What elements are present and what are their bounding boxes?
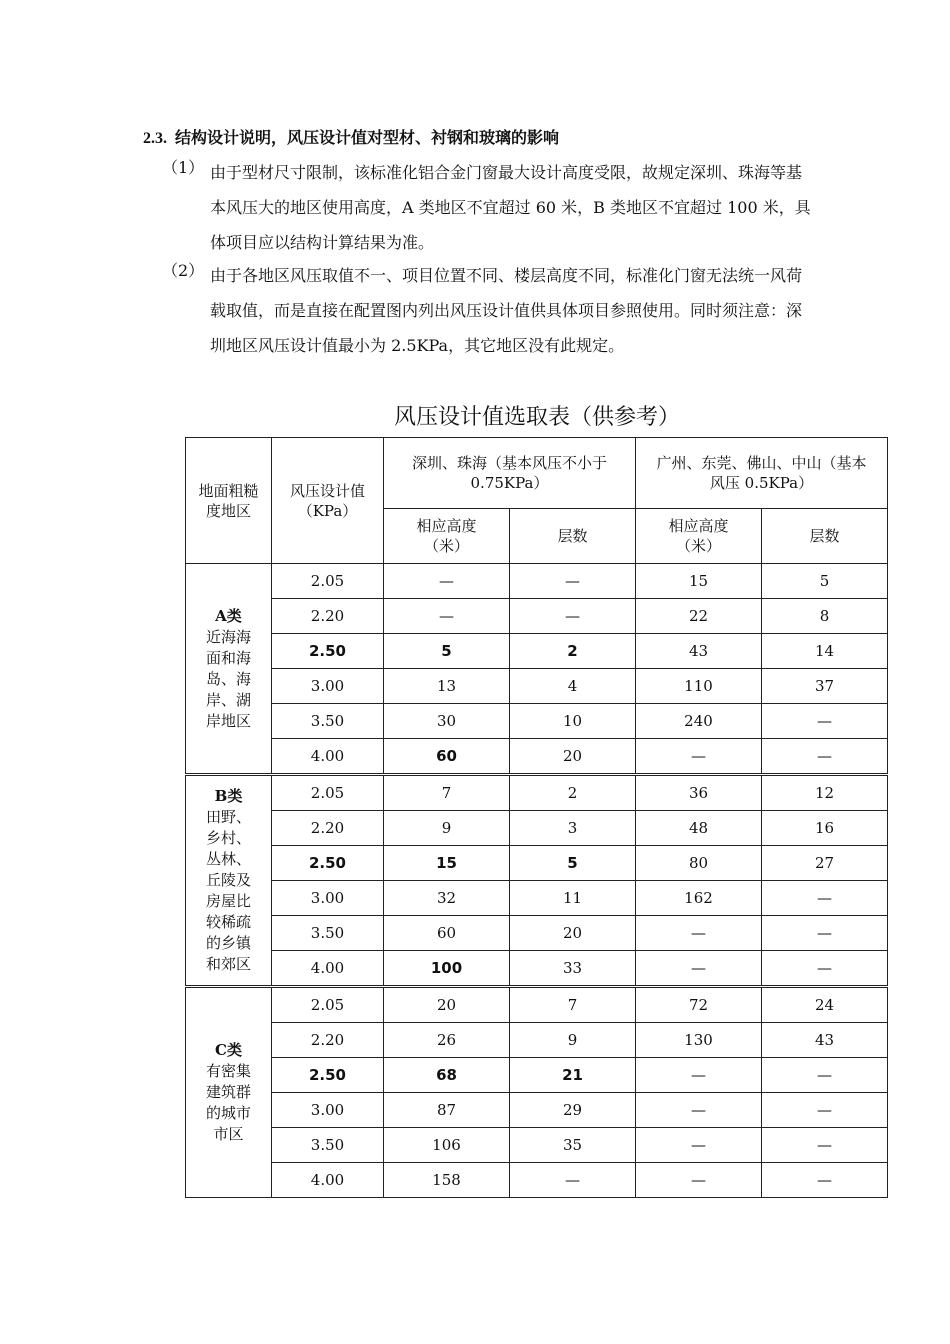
category-description: 田野、乡村、丛林、丘陵及房屋比较稀疏的乡镇和郊区 bbox=[205, 808, 251, 973]
gz-height-cell: 36 bbox=[636, 775, 762, 811]
gz-height-cell: — bbox=[636, 1163, 762, 1198]
pressure-cell: 2.20 bbox=[272, 599, 384, 634]
gz-height-cell: 130 bbox=[636, 1023, 762, 1058]
pressure-cell: 2.05 bbox=[272, 987, 384, 1023]
sz-height-cell: 32 bbox=[384, 881, 510, 916]
gz-height-cell: 15 bbox=[636, 564, 762, 599]
wind-pressure-table bbox=[185, 437, 888, 1198]
pressure-cell: 2.05 bbox=[272, 564, 384, 599]
sz-floors-cell: 4 bbox=[510, 669, 636, 704]
sz-floors-cell: 2 bbox=[510, 775, 636, 811]
gz-floors-cell: — bbox=[762, 951, 888, 987]
category-cell bbox=[186, 987, 272, 1198]
gz-height-cell: — bbox=[636, 1058, 762, 1093]
gz-floors-cell: 14 bbox=[762, 634, 888, 669]
gz-floors-cell: — bbox=[762, 1163, 888, 1198]
table-title: 风压设计值选取表（供参考） bbox=[393, 405, 680, 430]
gz-height-cell: 162 bbox=[636, 881, 762, 916]
section-number: 2.3. bbox=[143, 130, 167, 147]
gz-floors-cell: 16 bbox=[762, 811, 888, 846]
gz-floors-cell: 43 bbox=[762, 1023, 888, 1058]
pressure-cell: 3.50 bbox=[272, 704, 384, 739]
header-floors-1: 层数 bbox=[510, 509, 636, 564]
header-height-2: 相应高度（米） bbox=[636, 509, 762, 564]
header-group-shenzhen: 深圳、珠海（基本风压不小于 0.75KPa） bbox=[384, 438, 636, 509]
gz-height-cell: 80 bbox=[636, 846, 762, 881]
pressure-cell: 2.20 bbox=[272, 1023, 384, 1058]
gz-floors-cell: — bbox=[762, 1128, 888, 1163]
gz-floors-cell: — bbox=[762, 916, 888, 951]
table-row bbox=[186, 704, 888, 739]
table-row bbox=[186, 739, 888, 775]
pressure-cell: 4.00 bbox=[272, 739, 384, 775]
table-row bbox=[186, 1093, 888, 1128]
sz-floors-cell: 21 bbox=[510, 1058, 636, 1093]
gz-height-cell: — bbox=[636, 1128, 762, 1163]
table-row bbox=[186, 1023, 888, 1058]
sz-floors-cell: 20 bbox=[510, 739, 636, 775]
sz-floors-cell: — bbox=[510, 1163, 636, 1198]
category-description: 近海海面和海岛、海岸、湖岸地区 bbox=[205, 627, 251, 730]
table-row bbox=[186, 1128, 888, 1163]
pressure-cell: 4.00 bbox=[272, 951, 384, 987]
gz-floors-cell: 27 bbox=[762, 846, 888, 881]
gz-height-cell: — bbox=[636, 739, 762, 775]
gz-height-cell: 240 bbox=[636, 704, 762, 739]
table-row bbox=[186, 916, 888, 951]
table-row bbox=[186, 669, 888, 704]
pressure-cell: 3.50 bbox=[272, 1128, 384, 1163]
pressure-cell: 2.50 bbox=[272, 1058, 384, 1093]
sz-height-cell: 87 bbox=[384, 1093, 510, 1128]
sz-height-cell: 68 bbox=[384, 1058, 510, 1093]
category-label: A类 bbox=[215, 606, 242, 625]
gz-height-cell: — bbox=[636, 1093, 762, 1128]
category-cell bbox=[186, 564, 272, 775]
header-group-guangzhou: 广州、东莞、佛山、中山（基本风压 0.5KPa） bbox=[636, 438, 888, 509]
sz-floors-cell: 5 bbox=[510, 846, 636, 881]
header-height-1: 相应高度（米） bbox=[384, 509, 510, 564]
sz-height-cell: 30 bbox=[384, 704, 510, 739]
header-floors-2: 层数 bbox=[762, 509, 888, 564]
paragraph-1-text: 由于型材尺寸限制，该标准化铝合金门窗最大设计高度受限，故规定深圳、珠海等基本风压大的地区使用高度，A 类地区不宜超过 60 米，B 类地区不宜超过 100 米，具体项目应以结构计算结果为准。 bbox=[210, 163, 811, 252]
sz-floors-cell: 29 bbox=[510, 1093, 636, 1128]
paragraph-1-mark: （1） bbox=[162, 158, 205, 177]
table-row bbox=[186, 1058, 888, 1093]
gz-floors-cell: 5 bbox=[762, 564, 888, 599]
gz-height-cell: 110 bbox=[636, 669, 762, 704]
gz-height-cell: — bbox=[636, 916, 762, 951]
gz-floors-cell: — bbox=[762, 704, 888, 739]
pressure-cell: 3.00 bbox=[272, 1093, 384, 1128]
sz-floors-cell: 20 bbox=[510, 916, 636, 951]
gz-floors-cell: — bbox=[762, 1058, 888, 1093]
gz-floors-cell: 8 bbox=[762, 599, 888, 634]
sz-height-cell: 7 bbox=[384, 775, 510, 811]
sz-height-cell: 60 bbox=[384, 739, 510, 775]
category-label: C类 bbox=[215, 1041, 242, 1059]
sz-height-cell: 100 bbox=[384, 951, 510, 987]
category-cell bbox=[186, 775, 272, 987]
pressure-cell: 3.00 bbox=[272, 669, 384, 704]
sz-height-cell: 9 bbox=[384, 811, 510, 846]
sz-floors-cell: 2 bbox=[510, 634, 636, 669]
sz-height-cell: 60 bbox=[384, 916, 510, 951]
paragraph-2 bbox=[162, 258, 812, 363]
table-row bbox=[186, 564, 888, 599]
table-row bbox=[186, 811, 888, 846]
paragraph-2-mark: （2） bbox=[162, 261, 205, 280]
gz-floors-cell: 24 bbox=[762, 987, 888, 1023]
sz-floors-cell: 33 bbox=[510, 951, 636, 987]
pressure-cell: 2.05 bbox=[272, 775, 384, 811]
gz-height-cell: — bbox=[636, 951, 762, 987]
sz-height-cell: 15 bbox=[384, 846, 510, 881]
gz-height-cell: 22 bbox=[636, 599, 762, 634]
gz-height-cell: 72 bbox=[636, 987, 762, 1023]
category-label: B类 bbox=[214, 787, 243, 805]
sz-floors-cell: 35 bbox=[510, 1128, 636, 1163]
table-row bbox=[186, 987, 888, 1023]
pressure-cell: 2.20 bbox=[272, 811, 384, 846]
paragraph-2-text: 由于各地区风压取值不一、项目位置不同、楼层高度不同，标准化门窗无法统一风荷载取值，而是直接在配置图内列出风压设计值供具体项目参照使用。同时须注意：深圳地区风压设计值最小为 2.5KPa，其它地区没有此规定。 bbox=[210, 266, 803, 355]
sz-floors-cell: 10 bbox=[510, 704, 636, 739]
sz-floors-cell: — bbox=[510, 564, 636, 599]
gz-floors-cell: 12 bbox=[762, 775, 888, 811]
sz-height-cell: 20 bbox=[384, 987, 510, 1023]
sz-floors-cell: 3 bbox=[510, 811, 636, 846]
gz-height-cell: 43 bbox=[636, 634, 762, 669]
pressure-cell: 3.50 bbox=[272, 916, 384, 951]
category-description: 有密集建筑群的城市市区 bbox=[205, 1062, 251, 1143]
sz-floors-cell: 7 bbox=[510, 987, 636, 1023]
sz-floors-cell: 9 bbox=[510, 1023, 636, 1058]
pressure-cell: 4.00 bbox=[272, 1163, 384, 1198]
paragraph-1 bbox=[162, 155, 812, 260]
table-row bbox=[186, 1163, 888, 1198]
table-row bbox=[186, 775, 888, 811]
header-pressure: 风压设计值（KPa） bbox=[272, 438, 384, 564]
sz-height-cell: 106 bbox=[384, 1128, 510, 1163]
sz-height-cell: — bbox=[384, 564, 510, 599]
sz-height-cell: 13 bbox=[384, 669, 510, 704]
table-row bbox=[186, 634, 888, 669]
gz-height-cell: 48 bbox=[636, 811, 762, 846]
sz-floors-cell: — bbox=[510, 599, 636, 634]
sz-floors-cell: 11 bbox=[510, 881, 636, 916]
pressure-cell: 3.00 bbox=[272, 881, 384, 916]
pressure-cell: 2.50 bbox=[272, 634, 384, 669]
sz-height-cell: 26 bbox=[384, 1023, 510, 1058]
section-heading bbox=[143, 125, 559, 148]
table-row bbox=[186, 951, 888, 987]
sz-height-cell: — bbox=[384, 599, 510, 634]
sz-height-cell: 5 bbox=[384, 634, 510, 669]
table-row bbox=[186, 846, 888, 881]
header-region: 地面粗糙度地区 bbox=[186, 438, 272, 564]
pressure-cell: 2.50 bbox=[272, 846, 384, 881]
gz-floors-cell: 37 bbox=[762, 669, 888, 704]
gz-floors-cell: — bbox=[762, 739, 888, 775]
section-title: 结构设计说明，风压设计值对型材、衬钢和玻璃的影响 bbox=[175, 128, 560, 147]
gz-floors-cell: — bbox=[762, 1093, 888, 1128]
gz-floors-cell: — bbox=[762, 881, 888, 916]
table-row bbox=[186, 599, 888, 634]
table-row bbox=[186, 881, 888, 916]
sz-height-cell: 158 bbox=[384, 1163, 510, 1198]
